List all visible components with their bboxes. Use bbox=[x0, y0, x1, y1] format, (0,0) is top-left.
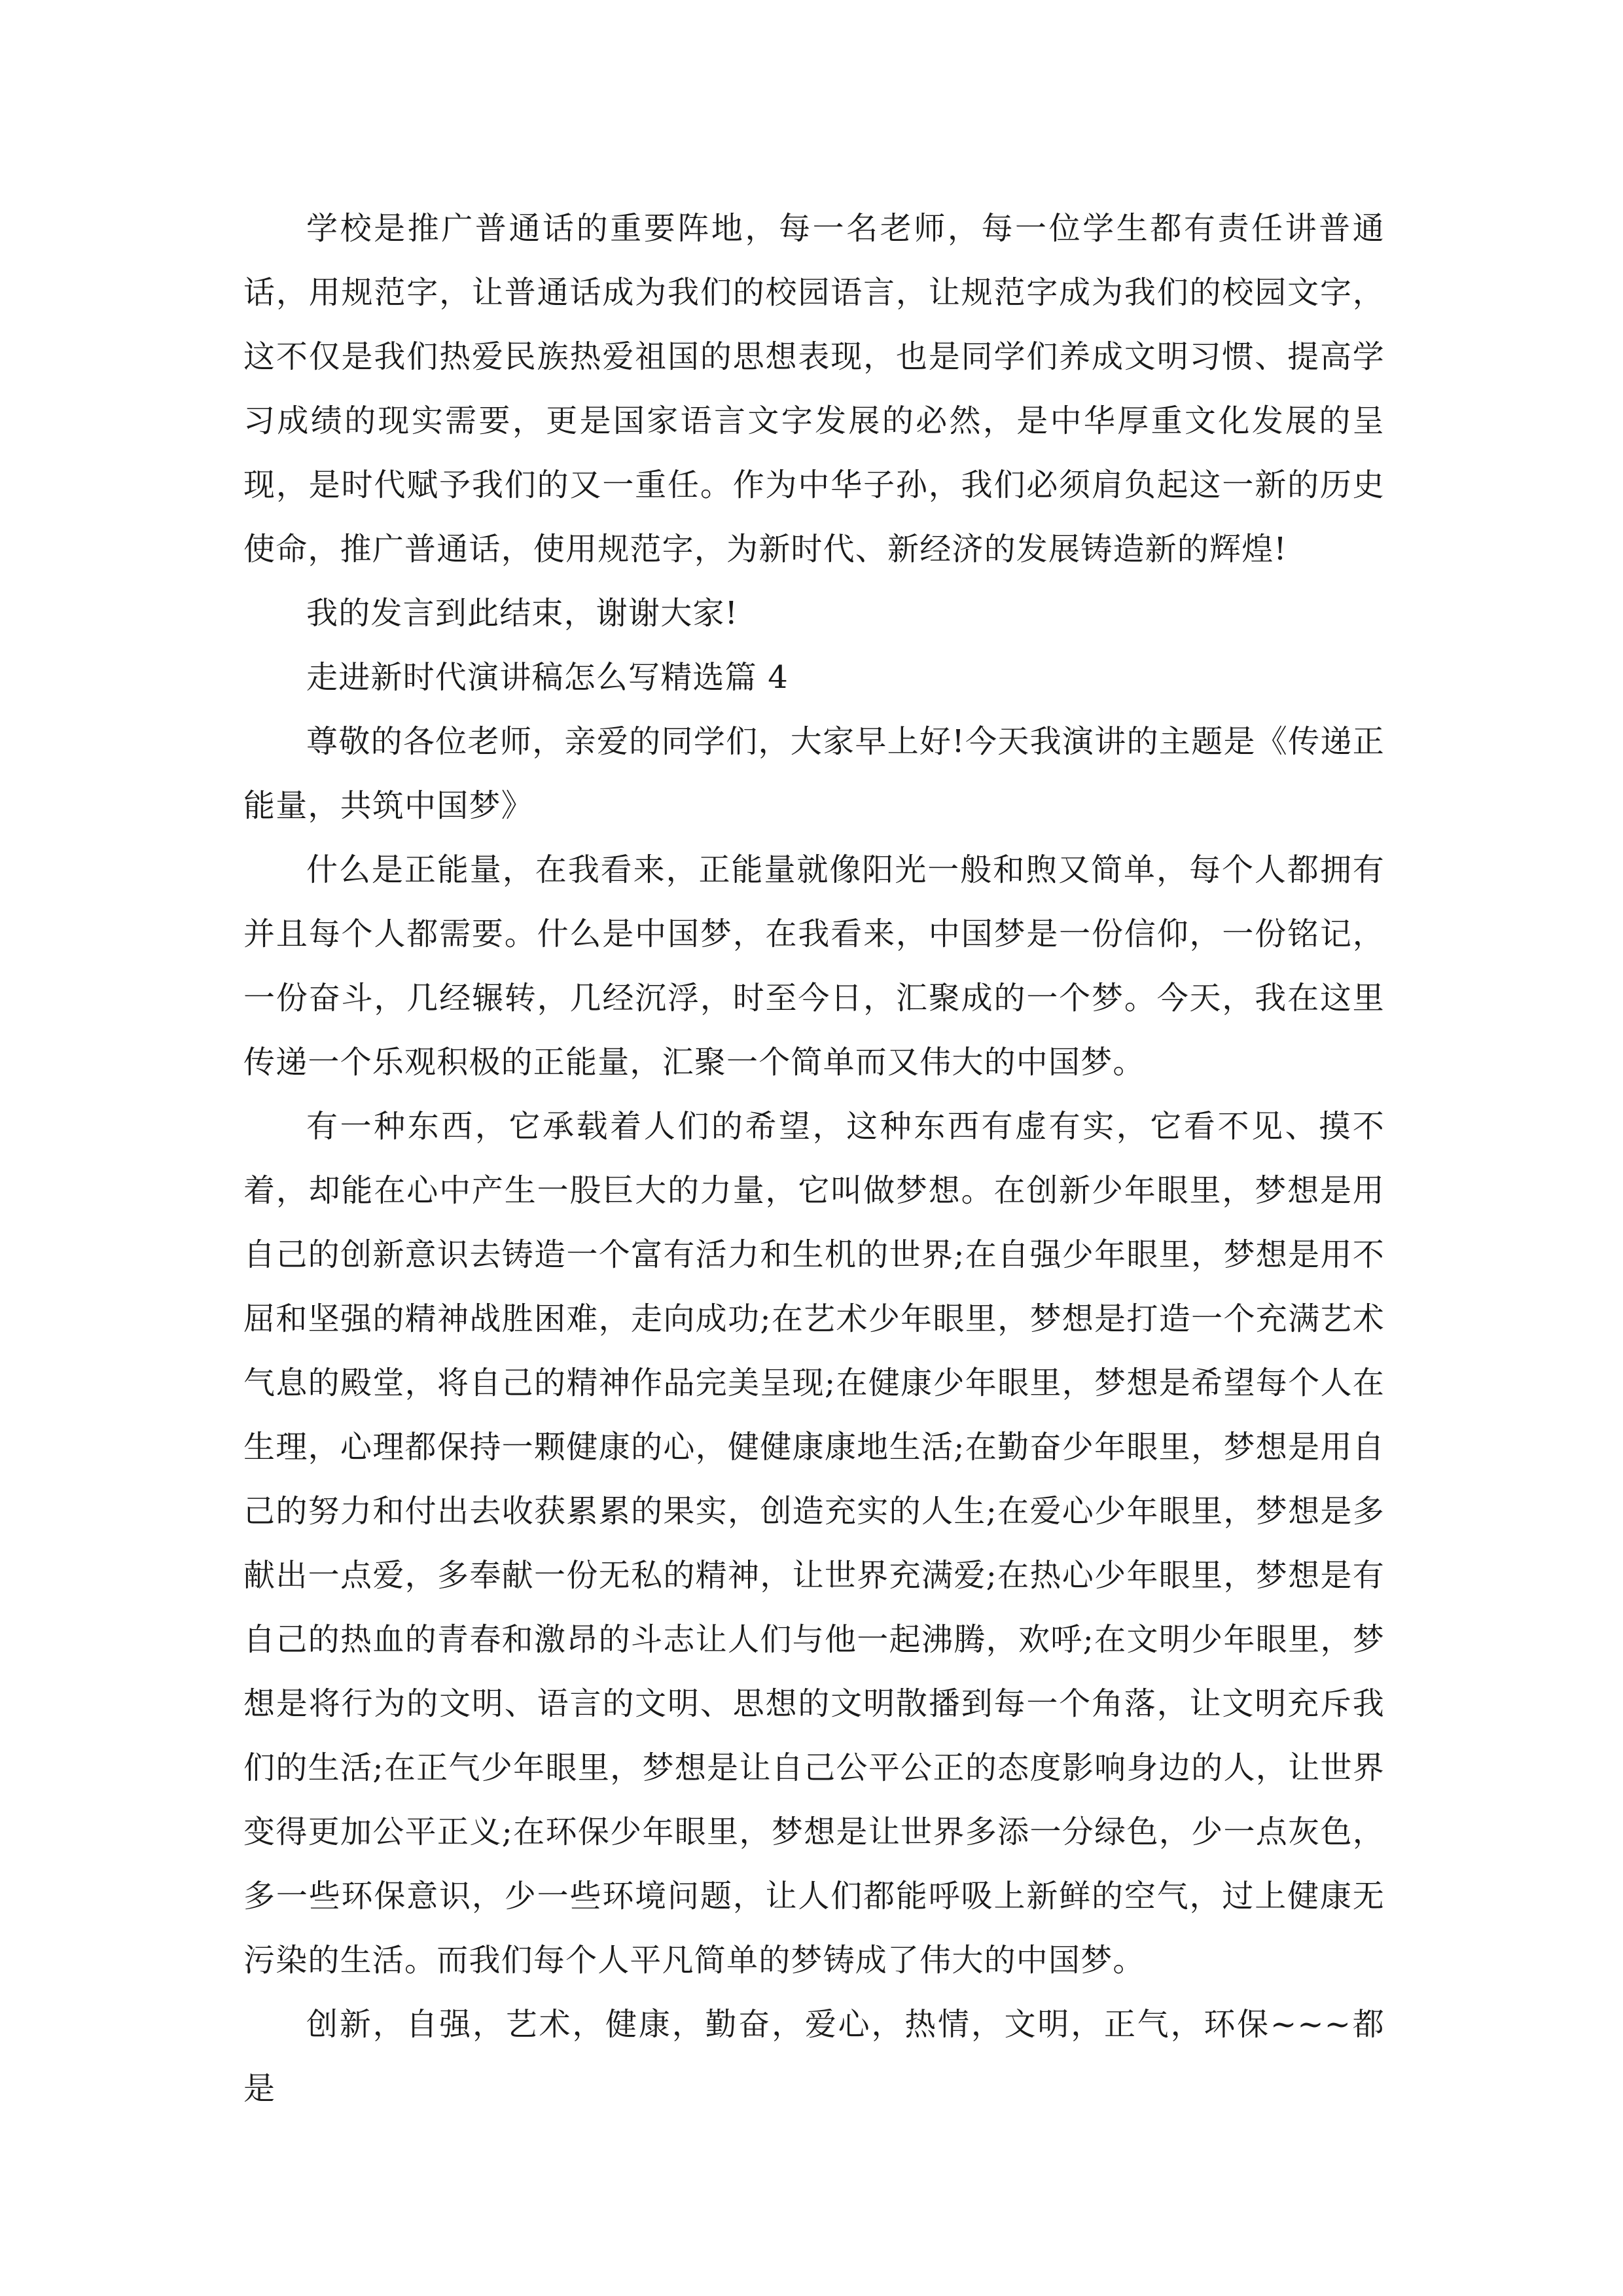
paragraph: 我的发言到此结束，谢谢大家! bbox=[306, 595, 739, 632]
paragraph: 学校是推广普通话的重要阵地，每一名老师，每一位学生都有责任讲普通话，用规范字，让普通话成为我们的校园语言，让规范字成为我们的校园文字，这不仅是我们热爱民族热爱祖国的思想表现，也是同学们养成文明习惯、提高学习成绩的现实需要，更是国家语言文字发展的必然，是中华厚重文化发展的呈现，是时代赋予我们的又一重任。作为中华子孙，我们必须肩负起这一新的历史使命，推广普通话，使用规范字，为新时代、新经济的发展铸造新的辉煌! bbox=[243, 210, 1385, 567]
document-body bbox=[243, 196, 1385, 2121]
paragraph: 什么是正能量，在我看来，正能量就像阳光一般和煦又简单，每个人都拥有并且每个人都需要。什么是中国梦，在我看来，中国梦是一份信仰，一份铭记，一份奋斗，几经辗转，几经沉浮，时至今日，汇聚成的一个梦。今天，我在这里传递一个乐观积极的正能量，汇聚一个简单而又伟大的中国梦。 bbox=[243, 852, 1385, 1081]
section-heading: 走进新时代演讲稿怎么写精选篇 4 bbox=[306, 659, 789, 696]
paragraph: 有一种东西，它承载着人们的希望，这种东西有虚有实，它看不见、摸不着，却能在心中产生一股巨大的力量，它叫做梦想。在创新少年眼里，梦想是用自己的创新意识去铸造一个富有活力和生机的世界;在自强少年眼里，梦想是用不屈和坚强的精神战胜困难，走向成功;在艺术少年眼里，梦想是打造一个充满艺术气息的殿堂，将自己的精神作品完美呈现;在健康少年眼里，梦想是希望每个人在生理，心理都保持一颗健康的心，健健康康地生活;在勤奋少年眼里，梦想是用自己的努力和付出去收获累累的果实，创造充实的人生;在爱心少年眼里，梦想是多献出一点爱，多奉献一份无私的精神，让世界充满爱;在热心少年眼里，梦想是有自己的热血的青春和激昂的斗志让人们与他一起沸腾，欢呼;在文明少年眼里，梦想是将行为的文明、语言的文明、思想的文明散播到每一个角落，让文明充斥我们的生活;在正气少年眼里，梦想是让自己公平公正的态度影响身边的人，让世界变得更加公平正义;在环保少年眼里，梦想是让世界多添一分绿色，少一点灰色，多一些环保意识，少一些环境问题，让人们都能呼吸上新鲜的空气，过上健康无污染的生活。而我们每个人平凡简单的梦铸成了伟大的中国梦。 bbox=[243, 1108, 1385, 1979]
paragraph: 尊敬的各位老师，亲爱的同学们，大家早上好!今天我演讲的主题是《传递正能量，共筑中国梦》 bbox=[243, 723, 1385, 824]
paragraph: 创新，自强，艺术，健康，勤奋，爱心，热情，文明，正气，环保~~~都是 bbox=[243, 2006, 1385, 2107]
